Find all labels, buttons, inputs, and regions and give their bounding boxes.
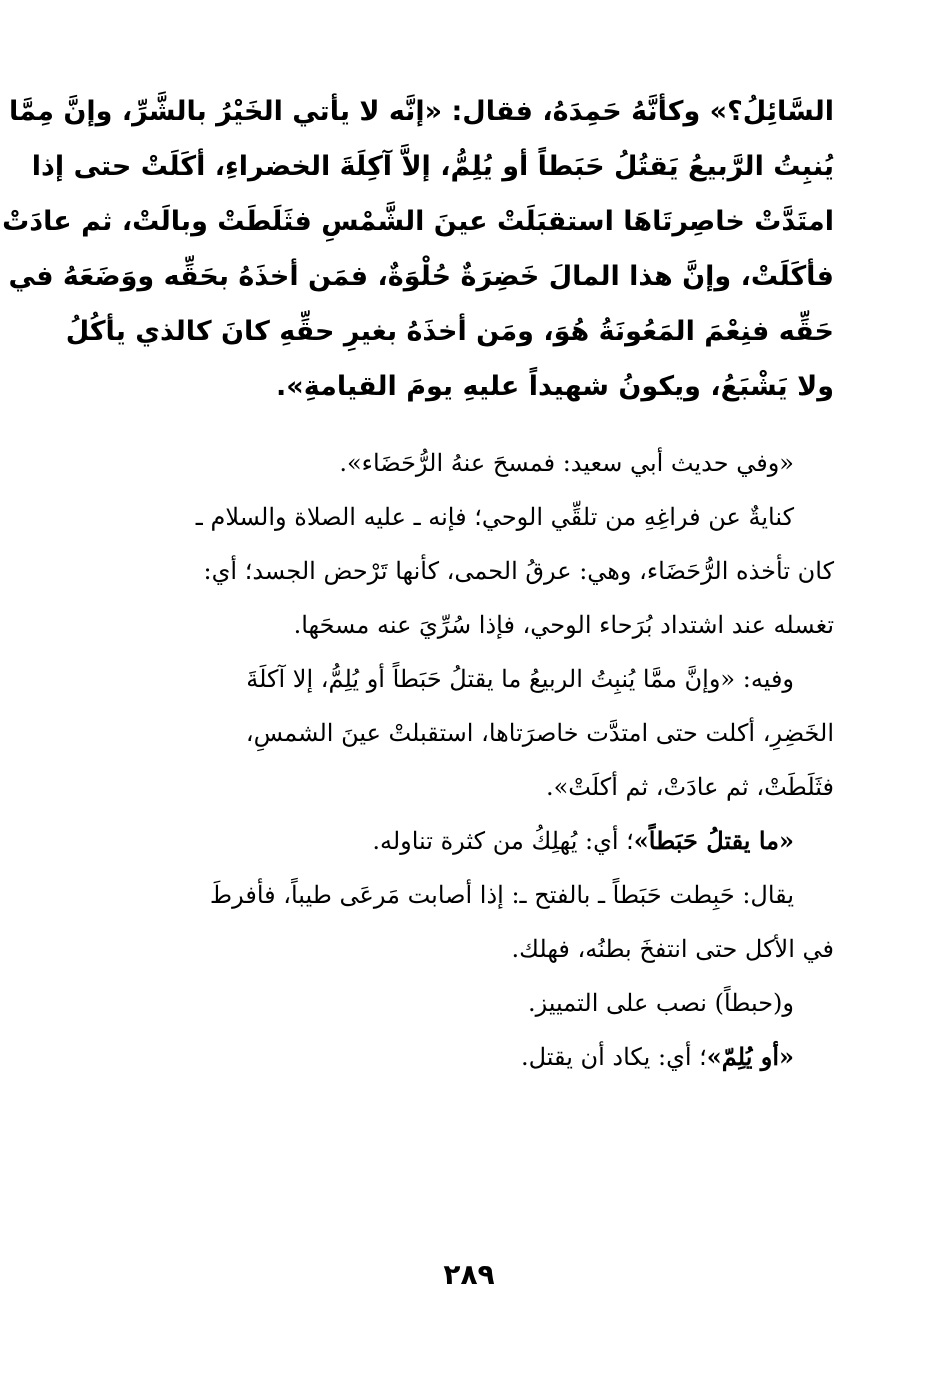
commentary-line: يقال: حَبِطت حَبَطاً ـ بالفتح ـ: إذا أصابت مَرعَى طيباً، فأفرطَ bbox=[209, 881, 794, 909]
commentary-line: كنايةٌ عن فراغِهِ من تلقِّي الوحي؛ فإنه ـ عليه الصلاة والسلام ـ bbox=[195, 503, 794, 531]
commentary-block bbox=[128, 436, 834, 1084]
page-number: ٢٨٩ bbox=[443, 1258, 495, 1291]
page-body bbox=[2, 84, 834, 1084]
commentary-line: تغسله عند اشتداد بُرَحاء الوحي، فإذا سُرِّيَ عنه مسحَها. bbox=[293, 611, 834, 639]
commentary-paragraph-7 bbox=[128, 1030, 834, 1084]
hadith-line: ولا يَشْبَعُ، ويكونُ شهيداً عليهِ يومَ القيامةِ». bbox=[276, 371, 834, 402]
hadith-line: فأكَلَتْ، وإنَّ هذا المالَ خَضِرَةٌ حُلْوَةٌ، فمَن أخذَهُ بحَقِّه ووَضَعَهُ في bbox=[8, 261, 834, 292]
hadith-text-block bbox=[2, 84, 834, 414]
commentary-line: فثَلَطَتْ، ثم عادَتْ، ثم أكلَتْ». bbox=[545, 773, 834, 801]
hadith-line: السَّائِلُ؟» وكأنَّهُ حَمِدَهُ، فقال: «إنَّه لا يأتي الخَيْرُ بالشَّرِّ، وإنَّ مِمَّا bbox=[8, 96, 834, 127]
commentary-line: الخَضِرِ، أكلت حتى امتدَّت خاصرَتاها، استقبلتْ عينَ الشمسِ، bbox=[245, 719, 834, 747]
quoted-term: «أو يُلِمّ» bbox=[706, 1042, 794, 1071]
commentary-paragraph-6: و(حبطاً) نصب على التمييز. bbox=[527, 989, 794, 1017]
quoted-term: «ما يقتلُ حَبَطاً» bbox=[633, 826, 794, 855]
term-explanation: ؛ أي: يُهلِكُ من كثرة تناوله. bbox=[372, 827, 634, 855]
commentary-paragraph-4 bbox=[128, 814, 834, 868]
commentary-paragraph-1: «وفي حديث أبي سعيد: فمسحَ عنهُ الرُّحَضَاء». bbox=[339, 449, 794, 477]
term-explanation: ؛ أي: يكاد أن يقتل. bbox=[521, 1043, 707, 1071]
hadith-line: يُنبِتُ الرَّبيعُ يَقتُلُ حَبَطاً أو يُلِمُّ، إلاَّ آكِلَةَ الخضراءِ، أكَلَتْ حتى إذا bbox=[31, 151, 834, 182]
hadith-line: امتَدَّتْ خاصِرتَاهَا استقبَلَتْ عينَ الشَّمْسِ فثَلَطَتْ وبالَتْ، ثم عادَتْ bbox=[2, 206, 834, 237]
commentary-line: وفيه: «وإنَّ ممَّا يُنبِتُ الربيعُ ما يقتلُ حَبَطاً أو يُلِمُّ، إلا آكلَةَ bbox=[246, 665, 794, 693]
commentary-line: كان تأخذه الرُّحَضَاء، وهي: عرقُ الحمى، كأنها تَرْحض الجسد؛ أي: bbox=[203, 557, 834, 585]
commentary-line: في الأكل حتى انتفخَ بطنُه، فهلك. bbox=[511, 935, 834, 963]
hadith-line: حَقِّه فنِعْمَ المَعُونَةُ هُوَ، ومَن أخذَهُ بغيرِ حقِّهِ كانَ كالذي يأكُلُ bbox=[65, 316, 834, 347]
